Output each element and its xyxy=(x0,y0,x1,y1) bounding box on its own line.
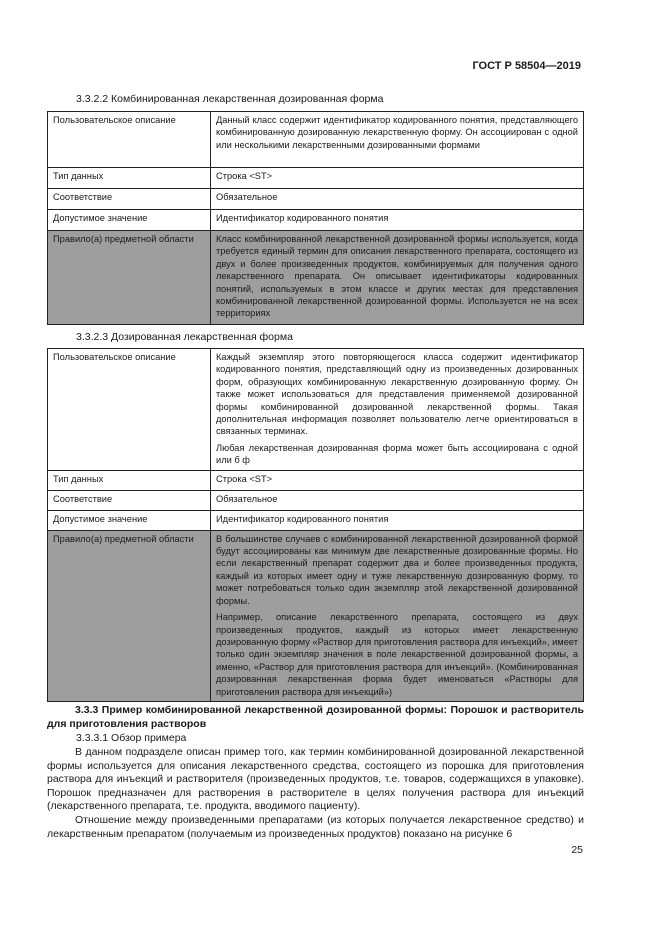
table-row xyxy=(48,490,584,510)
body-paragraph: Отношение между произведенными препаратами (из которых получается лекарственное средство) и лекарственным препаратом (получаемым из произведенных продуктов) показано на рисунке 6 xyxy=(47,814,584,840)
body-paragraph: В данном подразделе описан пример того, как термин комбинированной дозированной лекарственной формы используется для описания лекарственного средства, состоящего из порошка для приготовления раствора для инъекций и растворителя (произведенных продуктов, т.е. товаров, содержащихся в упаковке). Порошок предназначен для растворения в растворителе в целях получения раствора для инъекций (лекарственного препарата, т.е. продукта, вводимого пациенту). xyxy=(47,746,584,812)
row-key: Допустимое значение xyxy=(48,510,211,530)
row-key: Тип данных xyxy=(48,470,211,490)
section-title-combined-form: 3.3.2.2 Комбинированная лекарственная дозированная форма xyxy=(76,93,384,105)
row-key: Пользовательское описание xyxy=(48,349,211,471)
dosage-form-table xyxy=(47,348,584,702)
row-value: Класс комбинированной лекарственной дозированной формы используется, когда требуется единый термин для описания лекарственного препарата, состоящего из двух и более произведенных продуктов, комбинируемых для получения одного лекарственного препарата. Он описывает идентификаторы кодированных понятий, используемых в этом классе и других местах для представления комбинированной лекарственной дозированной формы. Используется не на всех территориях xyxy=(211,231,584,325)
table-row xyxy=(48,530,584,701)
table-row xyxy=(48,168,584,189)
row-value: Строка <ST> xyxy=(211,168,584,189)
row-key: Правило(а) предметной области xyxy=(48,231,211,325)
subsection-heading-overview: 3.3.3.1 Обзор примера xyxy=(76,732,187,744)
row-key: Тип данных xyxy=(48,168,211,189)
row-value: Строка <ST> xyxy=(211,470,584,490)
table-row xyxy=(48,210,584,231)
row-value: Данный класс содержит идентификатор кодированного понятия, представляющего комбинированную дозированную лекарственную форму. Он ассоциирован с одной или несколькими лекарственными дозированными формами xyxy=(211,112,584,168)
row-value: Обязательное xyxy=(211,490,584,510)
row-value: Обязательное xyxy=(211,189,584,210)
section-heading-example: 3.3.3 Пример комбинированной лекарственной дозированной формы: Порошок и растворитель для приготовления растворов xyxy=(47,704,584,730)
table-row xyxy=(48,470,584,490)
row-key: Правило(а) предметной области xyxy=(48,530,211,701)
row-value: Идентификатор кодированного понятия xyxy=(211,210,584,231)
row-value: Каждый экземпляр этого повторяющегося класса содержит идентификатор кодированного понятия, представляющий одну из произведенных дозированных форм, образующих комбинированную лекарственную дозированную форму. Он также может использоваться для представления применяемой дозированной формы комбинированной дозированной лекарственной формы. Такая дополнительная информация позволяет пользователю легче ориентироваться в связанных терминах. Любая лекарственная дозированная форма может быть ассоциирована с одной или б ф xyxy=(211,349,584,471)
table-row xyxy=(48,510,584,530)
combined-form-table xyxy=(47,111,584,325)
row-key: Допустимое значение xyxy=(48,210,211,231)
section-title-dosage-form: 3.3.2.3 Дозированная лекарственная форма xyxy=(76,331,293,343)
page-number: 25 xyxy=(571,844,583,856)
table-row xyxy=(48,349,584,471)
table-row xyxy=(48,112,584,168)
row-value: Идентификатор кодированного понятия xyxy=(211,510,584,530)
document-id: ГОСТ Р 58504—2019 xyxy=(472,60,581,72)
row-value: В большинстве случаев с комбинированной лекарственной дозированной формой будут ассоциированы как минимум две лекарственные дозированные формы. Но если лекарственный препарат содержит два и более произведенных продукта, каждый из которых имеет одну и туже лекарственную дозированную форму, то может потребоваться только один экземпляр этой лекарственной дозированной формы. Например, описание лекарственного препарата, состоящего из двух произведенных продуктов, каждый из которых имеет лекарственную дозированную форму «Раствор для приготовления раствора для инъекций», имеет только один экземпляр значения в поле лекарственной дозированной формы, а именно, «Раствор для приготовления раствора для инъекций». (Комбинированная дозированная лекарственная форма будет именоваться «Растворы для приготовления раствора для инъекций») xyxy=(211,530,584,701)
table-row xyxy=(48,231,584,325)
table-row xyxy=(48,189,584,210)
row-key: Соответствие xyxy=(48,189,211,210)
row-key: Соответствие xyxy=(48,490,211,510)
row-key: Пользовательское описание xyxy=(48,112,211,168)
